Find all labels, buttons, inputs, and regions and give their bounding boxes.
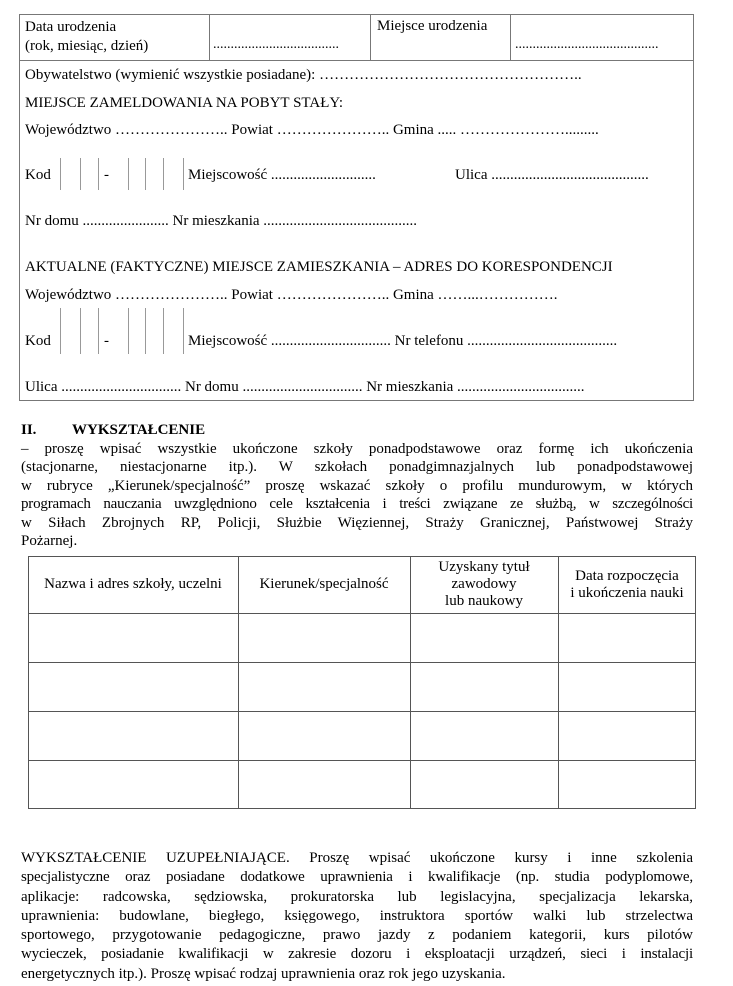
perm-kod-box-6[interactable] [163, 158, 164, 190]
perm-kod-dash: - [104, 167, 109, 183]
curr-kod-box-5[interactable] [145, 308, 146, 354]
table-cell[interactable] [559, 663, 695, 710]
perm-miejscowosc-field[interactable]: Miejscowość ............................ [188, 167, 376, 183]
table-cell[interactable] [411, 761, 557, 808]
pob-field[interactable]: ......................................... [515, 37, 659, 52]
table-cell[interactable] [239, 614, 409, 661]
perm-kod-label: Kod [25, 167, 51, 183]
curr-miejscowosc-row[interactable]: Miejscowość ................................ Nr telefonu ........................................ [188, 333, 618, 349]
table-header-dates: Data rozpoczęcia i ukończenia nauki [570, 567, 684, 601]
perm-ulica-field[interactable]: Ulica .......................................... [455, 167, 649, 183]
table-cell[interactable] [29, 614, 237, 661]
table-cell[interactable] [239, 712, 409, 759]
perm-kod-box-4[interactable] [128, 158, 129, 190]
perm-wojewodztwo-row[interactable]: Województwo ………………….. Powiat ………………….. Gmina ..... …………………......... [25, 122, 599, 138]
dob-divider-3 [510, 14, 511, 60]
section2-number: II. [21, 422, 37, 438]
dob-divider-2 [370, 14, 371, 60]
table-cell[interactable] [29, 761, 237, 808]
supplementary-education-text: WYKSZTAŁCENIE UZUPEŁNIAJĄCE. Proszę wpisać ukończone kursy i inne szkolenia specjalistyczne oraz posiadane dodatkowe uprawnienia i kwalifikacje (np. studia podyplomowe, aplikacje: radcowska, sędziowska, prokuratorska lub legislacyjna, specjalizacja lekarska, uprawnienia: budowlane, biegłego, księgowego, instruktora sportów walki lub strzelectwa sportowego, przygotowanie pedagogiczne, prawo jazdy z podaniem kategorii, kurs pilotów wycieczek, posiadanie kwalifikacji w zakresie dozoru i eksploatacji urządzeń, sieci i instalacji energetycznych itp.). Proszę wpisać rodzaj uprawnienia oraz rok jego uzyskania. [21, 850, 693, 982]
dob-field[interactable]: .................................... [213, 37, 339, 52]
curr-kod-box-4[interactable] [128, 308, 129, 354]
table-cell[interactable] [239, 761, 409, 808]
table-cell[interactable] [411, 663, 557, 710]
dob-label: Data urodzenia (rok, miesiąc, dzień) [25, 19, 149, 54]
curr-kod-box-7[interactable] [183, 308, 184, 354]
table-header-title: Uzyskany tytuł zawodowy lub naukowy [438, 559, 530, 609]
curr-kod-box-1[interactable] [60, 308, 61, 354]
education-instructions: – proszę wpisać wszystkie ukończone szkoły ponadpodstawowe oraz formę ich ukończenia (stacjonarne, niestacjonarne itp.). W szkołach ponadgimnazjalnych lub ponadpodstawowej w rubryce „Kierunek/specjalność” proszę wskazać szkoły o profilu mundurowym, w których programach nauczania uwzględniono cele kształcenia i treści związane ze służbą, w szczególności w Siłach Zbrojnych RP, Policji, Służbie Więziennej, Straży Granicznej, Państwowej Straży Pożarnej. [21, 441, 693, 550]
perm-kod-box-2[interactable] [80, 158, 81, 190]
curr-kod-label: Kod [25, 333, 51, 349]
curr-kod-box-6[interactable] [163, 308, 164, 354]
perm-kod-box-7[interactable] [183, 158, 184, 190]
perm-kod-box-1[interactable] [60, 158, 61, 190]
table-header-specialization: Kierunek/specjalność [259, 576, 389, 592]
section2-title: WYKSZTAŁCENIE [72, 422, 206, 438]
table-cell[interactable] [239, 663, 409, 710]
dob-row-divider [19, 60, 694, 61]
table-cell[interactable] [411, 614, 557, 661]
perm-nr-row[interactable]: Nr domu ....................... Nr mieszkania ......................................... [25, 213, 418, 229]
perm-kod-box-5[interactable] [145, 158, 146, 190]
curr-kod-box-2[interactable] [80, 308, 81, 354]
curr-kod-dash: - [104, 333, 109, 349]
table-cell[interactable] [411, 712, 557, 759]
table-cell[interactable] [29, 663, 237, 710]
citizenship-field[interactable]: Obywatelstwo (wymienić wszystkie posiadane): …………………………………………….. [25, 67, 582, 83]
table-cell[interactable] [29, 712, 237, 759]
curr-ulica-row[interactable]: Ulica ................................ Nr domu ................................ Nr mieszkania .................................. [25, 379, 585, 395]
table-cell[interactable] [559, 614, 695, 661]
table-cell[interactable] [559, 712, 695, 759]
permanent-address-heading: MIEJSCE ZAMELDOWANIA NA POBYT STAŁY: [25, 95, 343, 111]
table-header-school: Nazwa i adres szkoły, uczelni [44, 576, 222, 592]
table-cell[interactable] [559, 761, 695, 808]
curr-kod-box-3[interactable] [98, 308, 99, 354]
pob-label: Miejsce urodzenia [377, 18, 488, 34]
perm-kod-box-3[interactable] [98, 158, 99, 190]
curr-wojewodztwo-row[interactable]: Województwo ………………….. Powiat ………………….. Gmina ……...……………. [25, 287, 558, 303]
dob-divider-1 [209, 14, 210, 60]
current-address-heading: AKTUALNE (FAKTYCZNE) MIEJSCE ZAMIESZKANIA – ADRES DO KORESPONDENCJI [25, 259, 613, 275]
